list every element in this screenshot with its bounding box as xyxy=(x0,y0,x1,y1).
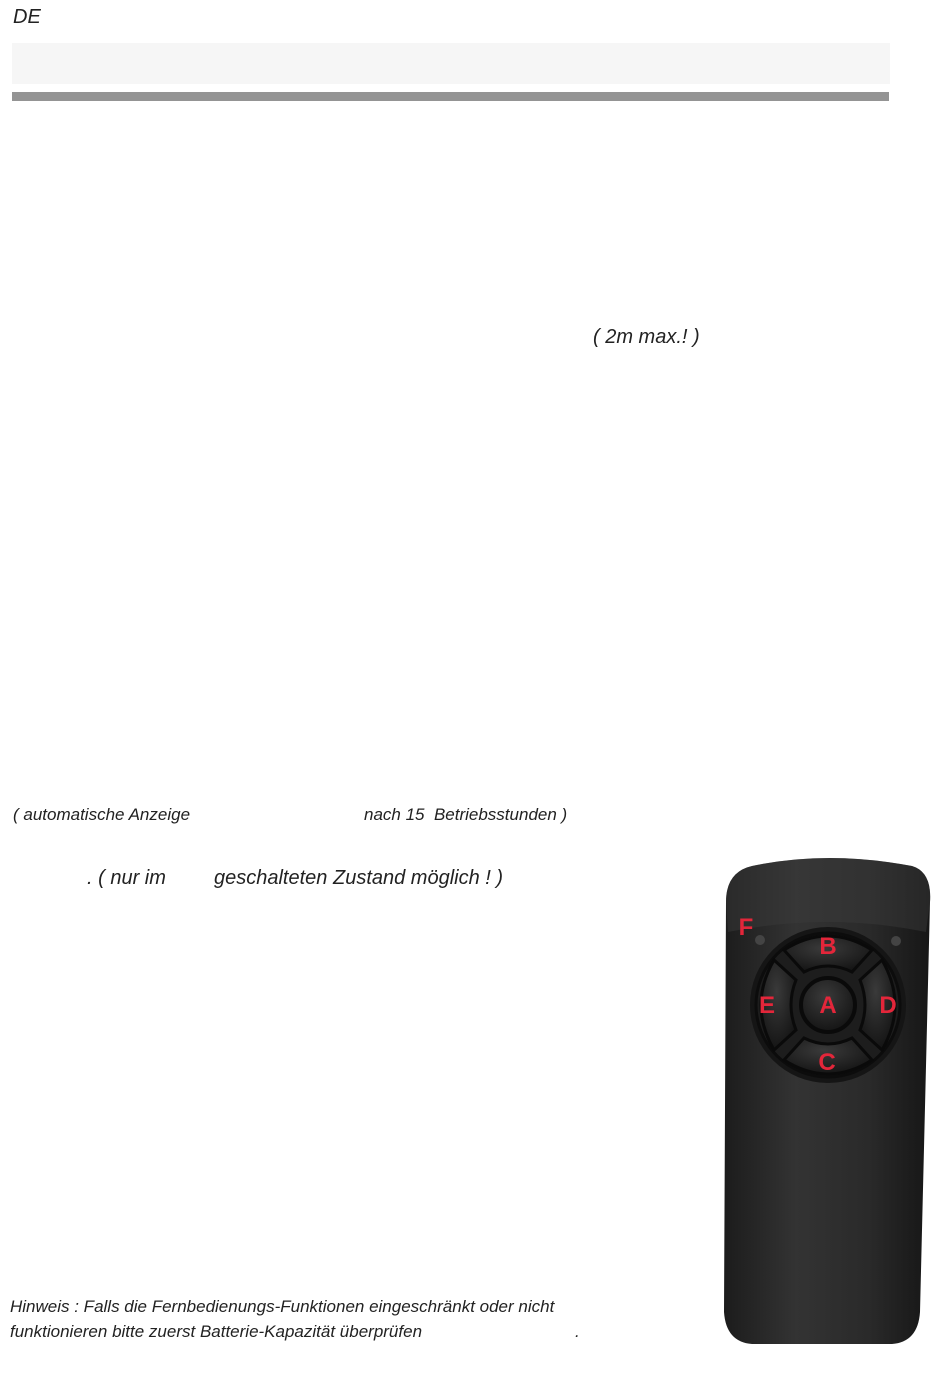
auto-display-note-start: ( automatische Anzeige xyxy=(13,805,191,824)
state-note-end: geschalteten Zustand möglich ! ) xyxy=(214,867,504,889)
label-c: C xyxy=(818,1049,836,1076)
auto-display-note-end: nach 15 Betriebsstunden ) xyxy=(364,805,568,824)
hint-line-1: Hinweis : Falls die Fernbedienungs-Funktionen eingeschränkt oder nicht xyxy=(10,1297,555,1316)
right-led xyxy=(891,936,901,946)
state-note-start: . ( nur im xyxy=(87,867,166,889)
remote-control-image xyxy=(712,842,944,1352)
hint-line-2-period: . xyxy=(575,1322,580,1341)
label-e: E xyxy=(758,992,776,1019)
label-a: A xyxy=(819,992,837,1019)
title-rule xyxy=(12,92,889,101)
left-led xyxy=(755,935,765,945)
title-band xyxy=(12,43,890,84)
label-f: F xyxy=(738,914,754,941)
language-label: DE xyxy=(13,6,41,28)
label-d: D xyxy=(879,992,897,1019)
hint-line-2: funktionieren bitte zuerst Batterie-Kapazität überprüfen xyxy=(10,1322,423,1341)
range-note: ( 2m max.! ) xyxy=(593,326,700,348)
label-b: B xyxy=(819,933,837,960)
